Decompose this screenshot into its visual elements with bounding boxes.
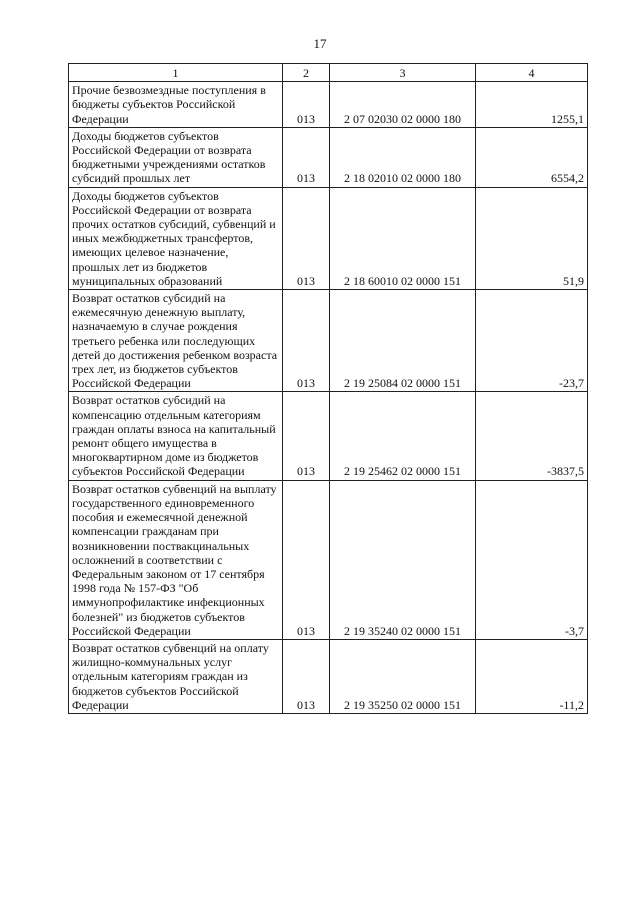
table-row [69, 480, 588, 639]
classification-code: 2 19 25084 02 0000 151 [330, 290, 476, 392]
revenue-name: Доходы бюджетов субъектов Российской Федерации от возврата прочих остатков субсидий, субвенций и иных межбюджетных трансфертов, имеющих целевое назначение, прошлых лет из бюджетов муниципальных образований [69, 187, 283, 289]
amount: -3,7 [476, 480, 588, 639]
amount: -3837,5 [476, 392, 588, 480]
revenue-name: Возврат остатков субсидий на компенсацию отдельным категориям граждан оплаты взноса на капитальный ремонт общего имущества в многоквартирном доме из бюджетов субъектов Российской Федерации [69, 392, 283, 480]
revenue-name: Возврат остатков субсидий на ежемесячную денежную выплату, назначаемую в случае рождения третьего ребенка или последующих детей до достижения ребенком возраста трех лет, из бюджетов субъектов Российской Федерации [69, 290, 283, 392]
revenue-name: Возврат остатков субвенций на оплату жилищно-коммунальных услуг отдельным категориям граждан из бюджетов субъектов Российской Федерации [69, 639, 283, 713]
table-header-row [69, 64, 588, 82]
classification-code: 2 07 02030 02 0000 180 [330, 82, 476, 128]
classification-code: 2 19 25462 02 0000 151 [330, 392, 476, 480]
page-number: 17 [313, 36, 327, 51]
table-row [69, 127, 588, 187]
budget-revenue-table [68, 63, 588, 714]
administrator-code: 013 [283, 82, 330, 128]
amount: 1255,1 [476, 82, 588, 128]
table-row [69, 82, 588, 128]
column-header-4: 4 [476, 64, 588, 82]
amount: -23,7 [476, 290, 588, 392]
administrator-code: 013 [283, 480, 330, 639]
column-header-2: 2 [283, 64, 330, 82]
column-header-1: 1 [69, 64, 283, 82]
table-row [69, 187, 588, 289]
classification-code: 2 18 02010 02 0000 180 [330, 127, 476, 187]
classification-code: 2 18 60010 02 0000 151 [330, 187, 476, 289]
column-header-3: 3 [330, 64, 476, 82]
administrator-code: 013 [283, 127, 330, 187]
amount: 51,9 [476, 187, 588, 289]
amount: -11,2 [476, 639, 588, 713]
classification-code: 2 19 35250 02 0000 151 [330, 639, 476, 713]
revenue-name: Прочие безвозмездные поступления в бюджеты субъектов Российской Федерации [69, 82, 283, 128]
table-row [69, 392, 588, 480]
table-row [69, 639, 588, 713]
administrator-code: 013 [283, 187, 330, 289]
classification-code: 2 19 35240 02 0000 151 [330, 480, 476, 639]
revenue-name: Возврат остатков субвенций на выплату государственного единовременного пособия и ежемесячной денежной компенсации гражданам при возникновении поствакцинальных осложнений в соответствии с Федеральным законом от 17 сентября 1998 года № 157-ФЗ "Об иммунопрофилактике инфекционных болезней" из бюджетов субъектов Российской Федерации [69, 480, 283, 639]
administrator-code: 013 [283, 639, 330, 713]
administrator-code: 013 [283, 290, 330, 392]
revenue-name: Доходы бюджетов субъектов Российской Федерации от возврата бюджетными учреждениями остатков субсидий прошлых лет [69, 127, 283, 187]
table-row [69, 290, 588, 392]
amount: 6554,2 [476, 127, 588, 187]
administrator-code: 013 [283, 392, 330, 480]
